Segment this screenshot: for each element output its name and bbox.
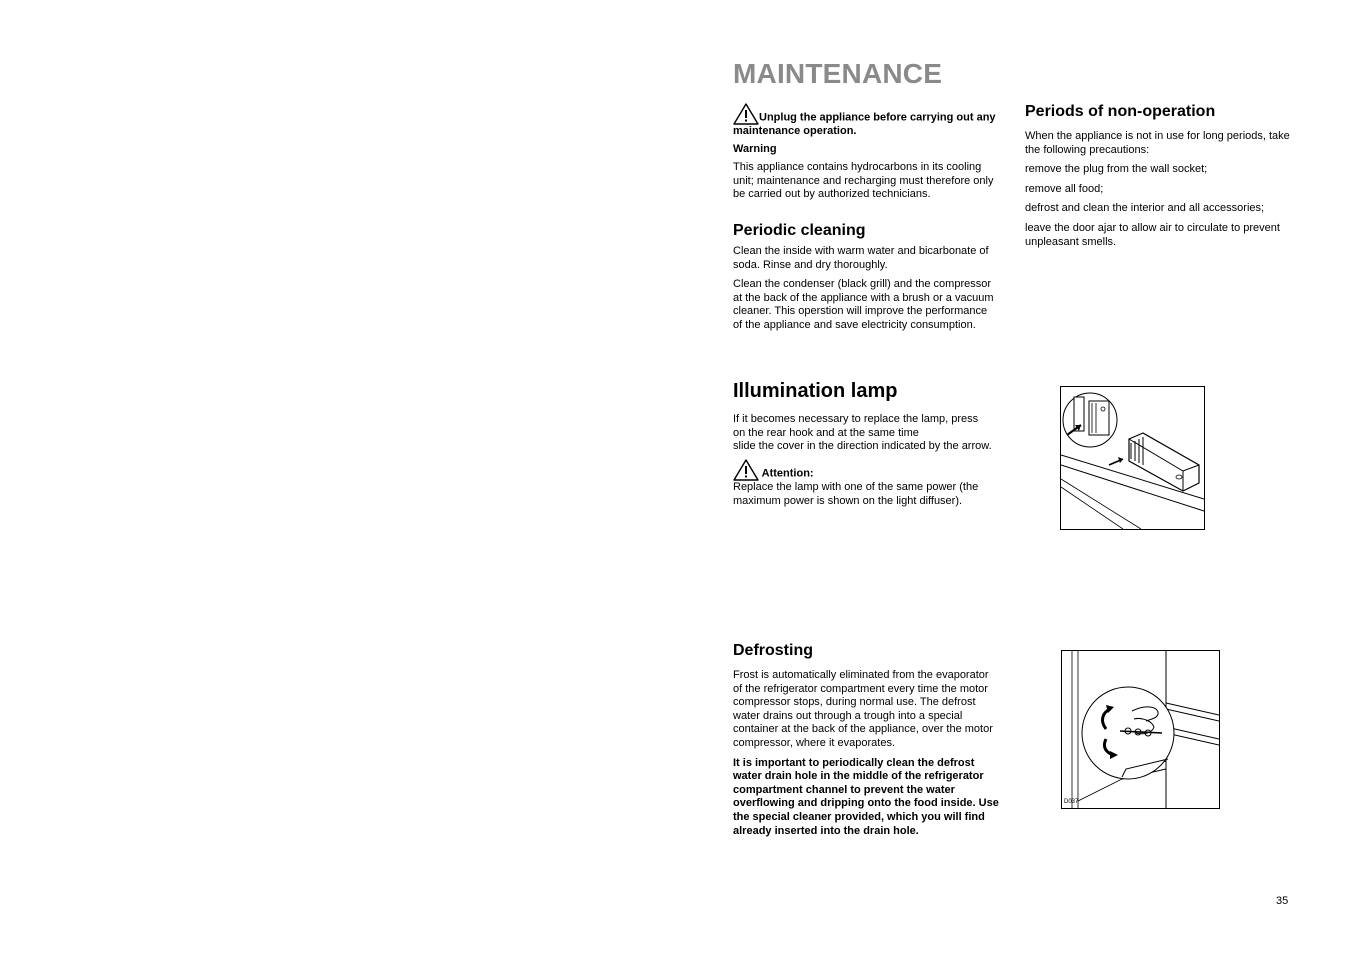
periodic-cleaning-para1: Clean the inside with warm water and bicarbonate of soda. Rinse and dry thoroughly. (733, 245, 989, 271)
periodic-cleaning-heading: Periodic cleaning (733, 222, 866, 239)
list-item: leave the door ajar to allow air to circulate to prevent unpleasant smells. (1025, 221, 1280, 248)
page-title: MAINTENANCE (733, 58, 943, 89)
non-operation-body (1025, 130, 1293, 249)
defrosting-body (733, 669, 999, 838)
attention-text: Replace the lamp with one of the same power (the maximum power is shown on the light diffuser). (733, 481, 979, 507)
list-item: remove the plug from the wall socket; (1025, 163, 1208, 176)
attention-block (733, 459, 998, 508)
list-item: remove all food; (1025, 182, 1104, 195)
periodic-cleaning-body (733, 245, 999, 333)
periodic-cleaning-para2: Clean the condenser (black grill) and the compressor at the back of the appliance with a brush or a vacuum cleaner. This operstion will improve the performance of the appliance and save electricity consumption. (733, 278, 994, 331)
attention-label: Attention: (761, 467, 814, 480)
warning-label: Warning (733, 142, 777, 155)
figure-code: D037 (1064, 799, 1079, 805)
warning-triangle-icon (733, 459, 759, 481)
safety-warning-block (733, 103, 998, 202)
defrosting-para: Frost is automatically eliminated from the evaporator of the refrigerator compartment every time the motor compressor stops, during normal use. The defrost water drains out through a trough into a special container at the back of the appliance, over the motor compressor, where it evaporates. (733, 669, 993, 749)
illumination-line2: on the rear hook and at the same time (733, 426, 919, 439)
defrosting-bold-para: It is important to periodically clean the defrost water drain hole in the middle of the refrigerator compartment channel to prevent the water overflowing and dripping onto the food inside. Use the special cleaner provided, which you will find already inserted into the drain hole. (733, 756, 999, 837)
defrost-drain-figure (1061, 650, 1220, 809)
page-number: 35 (1276, 895, 1289, 907)
defrost-drain-illustration (1062, 651, 1219, 808)
illumination-line3: slide the cover in the direction indicated by the arrow. (733, 440, 992, 453)
lamp-replacement-figure (1060, 386, 1205, 530)
illumination-heading: Illumination lamp (733, 380, 898, 402)
illumination-body (733, 413, 1008, 454)
non-operation-heading: Periods of non-operation (1025, 103, 1216, 120)
defrosting-heading: Defrosting (733, 642, 813, 659)
non-operation-intro: When the appliance is not in use for long periods, take the following precautions: (1025, 130, 1290, 156)
warning-text: This appliance contains hydrocarbons in its cooling unit; maintenance and recharging must therefore only be carried out by authorized technicians. (733, 161, 994, 201)
illumination-line1: If it becomes necessary to replace the lamp, press (733, 413, 979, 425)
safety-warning-text: Unplug the appliance before carrying out any maintenance operation. (733, 111, 996, 137)
warning-triangle-icon (733, 103, 759, 125)
safety-warning (733, 103, 998, 139)
lamp-replacement-illustration (1061, 387, 1204, 529)
attention-heading (733, 459, 998, 481)
list-item: defrost and clean the interior and all accessories; (1025, 202, 1265, 215)
